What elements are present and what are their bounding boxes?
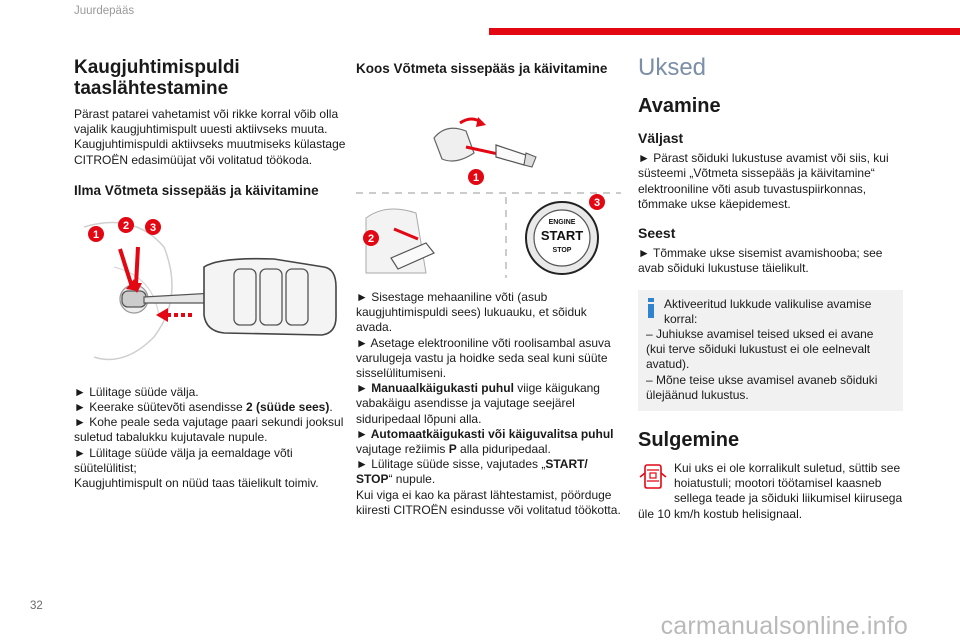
page-number: 32 <box>30 600 43 612</box>
callout-label: 1 <box>92 228 100 241</box>
closing-warning <box>638 461 903 522</box>
section-header: Juurdepääs <box>74 5 135 17</box>
button-label-engine: ENGINE <box>548 219 576 226</box>
callout-label: 3 <box>593 197 601 209</box>
callout-label: 3 <box>149 221 157 234</box>
text-closing: Kui uks ei ole korralikult suletud, süttib see hoiatustuli; mootori töötamisel kaasneb sellega teade ja sõiduki liikumisel kiirusega üle 10 km/h kostub helisignaal. <box>638 461 903 521</box>
heading-remote-reset: Kaugjuhtimispuldi taaslähtestamine <box>74 57 240 99</box>
subheading-inside: Seest <box>638 225 676 242</box>
step-press-start-post: “ nupule. <box>388 472 436 487</box>
heading-opening: Avamine <box>638 95 721 117</box>
column-doors <box>638 55 903 522</box>
intro-paragraph-2: Kaugjuhtimispuldi aktiivseks muutmiseks külastage CITROËN edasimüüjat või volitatud töökoda. <box>74 137 346 167</box>
step-press-start-pre: ► Lülitage süüde sisse, vajutades „ <box>356 457 546 472</box>
illustration-key-in-ignition <box>74 207 344 377</box>
step-press-start <box>356 457 626 487</box>
step-ignition-off: ► Lülitage süüde välja. <box>74 384 199 399</box>
step-remove-key: ► Lülitage süüde välja ja eemaldage võti süütelülitist; <box>74 445 293 475</box>
step-auto-gearbox-mode: P <box>448 442 457 457</box>
step-result: Kaugjuhtimispult on nüüd taas täielikult toimiv. <box>74 476 319 491</box>
step-turn-key <box>74 400 349 415</box>
info-box-selective-unlock <box>638 290 903 411</box>
step-auto-gearbox-bold: ► Automaatkäigukasti või käiguvalitsa puhul <box>356 426 614 441</box>
header-accent-bar <box>489 28 960 35</box>
button-label-stop: STOP <box>552 247 572 254</box>
heading-closing: Sulgemine <box>638 429 740 452</box>
step-auto-gearbox <box>356 427 626 457</box>
heading-keyless-start: Koos Võtmeta sissepääs ja käivitamine <box>356 61 608 76</box>
info-icon <box>648 298 654 316</box>
info-line-2: – Juhiukse avamisel teised uksed ei avane (kui terve sõiduki lukustust ei ole eelnevalt avatud). <box>646 327 874 372</box>
button-label-start: START <box>540 228 584 243</box>
text-outside: ► Pärast sõiduki lukustuse avamist või siis, kui süsteemi „Võtmeta sissepääs ja käivitamine“ elektrooniline võti asub tuvastuspiirkonnas, tõmmake ukse käepidemest. <box>638 151 889 211</box>
step-turn-key-text: ► Keerake süütevõti asendisse <box>74 400 243 415</box>
step-manual-gearbox-text: viige käigukang vabakäigu asendisse ja vajutage seejärel siduripedaal lõpuni alla. <box>356 381 600 426</box>
step-insert-key: ► Sisestage mehaaniline võti (asub kaugjuhtimispuldi sees) lukuauku, et sõiduk avada. <box>356 290 587 335</box>
callout-label: 1 <box>472 172 480 184</box>
step-turn-key-period: . <box>329 400 333 415</box>
callout-label: 2 <box>367 233 375 245</box>
text-inside: ► Tõmmake ukse sisemist avamishooba; see avab sõiduki lukustuse täielikult. <box>638 246 883 276</box>
door-open-warning-icon <box>638 461 668 491</box>
step-press-start-bold: START/ STOP <box>356 457 588 487</box>
info-line-1: Aktiveeritud lukkude valikulise avamise korral: <box>664 296 872 326</box>
callout-label: 2 <box>122 219 130 232</box>
step-hold-key: ► Asetage elektrooniline võti roolisambal asuva varulugeja vastu ja hoidke seda seal kuni süüte sisselülitumiseni. <box>356 335 611 381</box>
intro-paragraph-1: Pärast patarei vahetamist või rikke korral võib olla vajalik kaugjuhtimispult uuesti aktiivseks muuta. <box>74 107 339 137</box>
step-auto-gearbox-pre: vajutage režiimis <box>356 442 449 457</box>
subheading-keyless: Ilma Võtmeta sissepääs ja käivitamine <box>74 182 319 198</box>
note-contact-dealer: Kui viga ei kao ka pärast lähtestamist, pöörduge kiiresti CITROËN esindusse või volitatud töökotta. <box>356 487 621 517</box>
info-line-3: – Mõne teise ukse avamisel avaneb sõiduki ülejäänud lukustus. <box>646 372 878 402</box>
illustration-keyless-backup-start <box>356 83 621 278</box>
watermark: carmanualsonline.info <box>660 612 908 640</box>
column-remote-reset <box>74 57 349 491</box>
subheading-outside: Väljast <box>638 130 684 146</box>
step-turn-key-bold: 2 (süüde sees) <box>245 400 330 415</box>
step-manual-gearbox-bold: ► Manuaalkäigukasti puhul <box>356 381 514 396</box>
step-auto-gearbox-post: alla piduripedaal. <box>456 442 551 457</box>
step-press-lock: ► Kohe peale seda vajutage paari sekundi jooksul suletud tabalukku kujutavale nupule. <box>74 415 344 445</box>
heading-doors: Uksed <box>638 54 707 81</box>
step-manual-gearbox <box>356 381 626 427</box>
column-keyless-start <box>356 60 626 518</box>
